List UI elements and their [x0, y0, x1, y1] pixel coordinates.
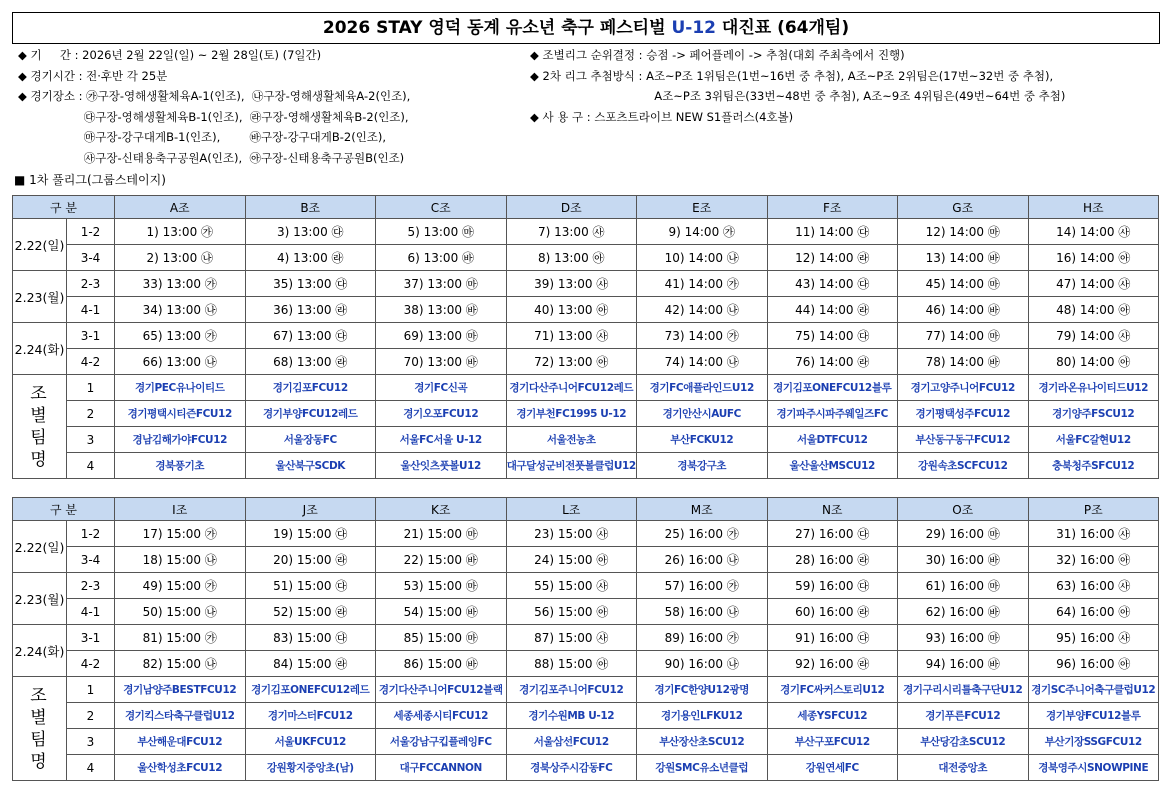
- match-cell: 85) 15:00 ㉲: [376, 625, 507, 651]
- team-name: 경기FC싸커스토리U12: [767, 677, 898, 703]
- match-cell: 67) 13:00 ㉰: [245, 323, 376, 349]
- match-cell: 32) 16:00 ㉵: [1028, 547, 1159, 573]
- match-cell: 8) 13:00 ㉵: [506, 245, 637, 271]
- match-cell: 34) 13:00 ㉯: [115, 297, 246, 323]
- match-cell: 52) 15:00 ㉱: [245, 599, 376, 625]
- match-cell: 6) 13:00 ㉳: [376, 245, 507, 271]
- match-cell: 35) 13:00 ㉰: [245, 271, 376, 297]
- team-name: 경기FC애플라인드U12: [637, 375, 768, 401]
- match-cell: 94) 16:00 ㉳: [898, 651, 1029, 677]
- match-cell: 61) 16:00 ㉲: [898, 573, 1029, 599]
- match-row: [13, 599, 1159, 625]
- team-name: 부산구포FCU12: [767, 729, 898, 755]
- match-row: [13, 349, 1159, 375]
- team-name: 부산기장SSGFCU12: [1028, 729, 1159, 755]
- group-header: H조: [1028, 196, 1159, 219]
- match-cell: 19) 15:00 ㉰: [245, 521, 376, 547]
- match-cell: 55) 15:00 ㉴: [506, 573, 637, 599]
- schedule-table-i-p: [12, 497, 1159, 781]
- team-name: 서울DTFCU12: [767, 427, 898, 453]
- match-cell: 50) 15:00 ㉯: [115, 599, 246, 625]
- team-name: 대전중앙초: [898, 755, 1029, 781]
- team-rank: 2: [67, 703, 115, 729]
- match-cell: 20) 15:00 ㉱: [245, 547, 376, 573]
- matchup-label: 4-2: [67, 651, 115, 677]
- header-gubun: 구 분: [13, 498, 115, 521]
- team-name: 경기김포ONEFCU12레드: [245, 677, 376, 703]
- team-name: 서울UKFCU12: [245, 729, 376, 755]
- group-header: D조: [506, 196, 637, 219]
- team-name: 경기평택시티즌FCU12: [115, 401, 246, 427]
- header-gubun: 구 분: [13, 196, 115, 219]
- team-name: 세종YSFCU12: [767, 703, 898, 729]
- team-name: 경기오포FCU12: [376, 401, 507, 427]
- match-row: [13, 651, 1159, 677]
- team-name: 강원속초SCFCU12: [898, 453, 1029, 479]
- match-row: [13, 271, 1159, 297]
- group-header: C조: [376, 196, 507, 219]
- team-name: 경기수원MB U-12: [506, 703, 637, 729]
- match-cell: 68) 13:00 ㉱: [245, 349, 376, 375]
- group-header: E조: [637, 196, 768, 219]
- match-row: [13, 521, 1159, 547]
- schedule-table-a-h: [12, 195, 1159, 479]
- match-cell: 87) 15:00 ㉴: [506, 625, 637, 651]
- match-cell: 18) 15:00 ㉯: [115, 547, 246, 573]
- match-cell: 22) 15:00 ㉳: [376, 547, 507, 573]
- match-cell: 39) 13:00 ㉴: [506, 271, 637, 297]
- match-cell: 31) 16:00 ㉴: [1028, 521, 1159, 547]
- team-name: 경기남양주BESTFCU12: [115, 677, 246, 703]
- team-name: 울산북구SCDK: [245, 453, 376, 479]
- team-rank: 4: [67, 755, 115, 781]
- group-header: G조: [898, 196, 1029, 219]
- match-row: [13, 245, 1159, 271]
- match-cell: 47) 14:00 ㉴: [1028, 271, 1159, 297]
- team-name: 경기파주시파주웨일즈FC: [767, 401, 898, 427]
- match-cell: 70) 13:00 ㉳: [376, 349, 507, 375]
- team-name: 울산잇츠풋볼U12: [376, 453, 507, 479]
- match-cell: 80) 14:00 ㉵: [1028, 349, 1159, 375]
- match-row: [13, 219, 1159, 245]
- team-rank: 1: [67, 677, 115, 703]
- match-cell: 86) 15:00 ㉳: [376, 651, 507, 677]
- match-cell: 65) 13:00 ㉮: [115, 323, 246, 349]
- matchup-label: 3-4: [67, 245, 115, 271]
- team-row: [13, 677, 1159, 703]
- matchup-label: 4-1: [67, 599, 115, 625]
- team-row: [13, 729, 1159, 755]
- team-name: 부산당감초SCU12: [898, 729, 1029, 755]
- group-team-names-label: 조 별 팀 명: [13, 677, 67, 781]
- team-name: 경기다산주니어FCU12레드: [506, 375, 637, 401]
- match-cell: 56) 15:00 ㉵: [506, 599, 637, 625]
- team-name: 경기양주FSCU12: [1028, 401, 1159, 427]
- team-rank: 3: [67, 729, 115, 755]
- team-name: 부산동구동구FCU12: [898, 427, 1029, 453]
- team-name: 경기안산시AUFC: [637, 401, 768, 427]
- match-cell: 66) 13:00 ㉯: [115, 349, 246, 375]
- match-cell: 72) 13:00 ㉵: [506, 349, 637, 375]
- team-name: 경북상주시감동FC: [506, 755, 637, 781]
- team-name: 강원연세FC: [767, 755, 898, 781]
- match-cell: 3) 13:00 ㉰: [245, 219, 376, 245]
- matchup-label: 1-2: [67, 219, 115, 245]
- title-team-count: 대진표 (64개팀): [715, 18, 850, 38]
- match-cell: 24) 15:00 ㉵: [506, 547, 637, 573]
- match-cell: 78) 14:00 ㉳: [898, 349, 1029, 375]
- match-cell: 83) 15:00 ㉰: [245, 625, 376, 651]
- team-row: [13, 427, 1159, 453]
- team-name: 경기김포주니어FCU12: [506, 677, 637, 703]
- team-name: 경기SC주니어축구클럽U12: [1028, 677, 1159, 703]
- match-row: [13, 323, 1159, 349]
- match-cell: 54) 15:00 ㉳: [376, 599, 507, 625]
- matchup-label: 3-4: [67, 547, 115, 573]
- group-header: O조: [898, 498, 1029, 521]
- match-cell: 91) 16:00 ㉰: [767, 625, 898, 651]
- page-title: [12, 12, 1160, 44]
- matchup-label: 2-3: [67, 573, 115, 599]
- match-cell: 69) 13:00 ㉲: [376, 323, 507, 349]
- matchup-label: 2-3: [67, 271, 115, 297]
- match-day: 2.22(일): [13, 219, 67, 271]
- team-name: 경남김해가야FCU12: [115, 427, 246, 453]
- match-row: [13, 625, 1159, 651]
- team-name: 경기라온유나이티드U12: [1028, 375, 1159, 401]
- match-cell: 73) 14:00 ㉮: [637, 323, 768, 349]
- match-cell: 23) 15:00 ㉴: [506, 521, 637, 547]
- match-cell: 33) 13:00 ㉮: [115, 271, 246, 297]
- matchup-label: 1-2: [67, 521, 115, 547]
- team-name: 울산울산MSCU12: [767, 453, 898, 479]
- match-cell: 63) 16:00 ㉴: [1028, 573, 1159, 599]
- group-header: I조: [115, 498, 246, 521]
- match-cell: 59) 16:00 ㉰: [767, 573, 898, 599]
- match-cell: 46) 14:00 ㉳: [898, 297, 1029, 323]
- team-name: 부산FCKU12: [637, 427, 768, 453]
- match-cell: 90) 16:00 ㉯: [637, 651, 768, 677]
- title-text: 2026 STAY 영덕 동계 유소년 축구 페스티벌: [322, 18, 672, 38]
- match-cell: 38) 13:00 ㉳: [376, 297, 507, 323]
- team-row: [13, 401, 1159, 427]
- tournament-info-right: ◆ 조별리그 순위결정 : 승점 -> 페어플레이 -> 추첨(대회 주최측에서 진행) ◆ 2차 리그 추첨방식 : A조~P조 1위팀은(1번~16번 중 추첨), A조~P조 2위팀은(17번~32번 중 추첨), A조~P조 3위팀은(33번~48번 중 추첨), A조~9조 4위팀은(49번~64번 중 추첨) ◆ 사 용 구 : 스포츠트라이브 NEW S1플러스(4호볼): [530, 48, 1066, 124]
- match-cell: 81) 15:00 ㉮: [115, 625, 246, 651]
- title-age-group: U-12: [671, 18, 716, 38]
- team-name: 경기구리시리틀축구단U12: [898, 677, 1029, 703]
- team-name: 경북풍기초: [115, 453, 246, 479]
- matchup-label: 4-1: [67, 297, 115, 323]
- match-cell: 12) 14:00 ㉱: [767, 245, 898, 271]
- group-team-names-label: 조 별 팀 명: [13, 375, 67, 479]
- team-name: 경기평택성주FCU12: [898, 401, 1029, 427]
- match-cell: 53) 15:00 ㉲: [376, 573, 507, 599]
- match-cell: 92) 16:00 ㉱: [767, 651, 898, 677]
- team-name: 세종세종시티FCU12: [376, 703, 507, 729]
- team-row: [13, 703, 1159, 729]
- match-cell: 44) 14:00 ㉱: [767, 297, 898, 323]
- match-cell: 79) 14:00 ㉴: [1028, 323, 1159, 349]
- matchup-label: 3-1: [67, 625, 115, 651]
- match-cell: 13) 14:00 ㉳: [898, 245, 1029, 271]
- team-name: 서울장동FC: [245, 427, 376, 453]
- match-cell: 27) 16:00 ㉰: [767, 521, 898, 547]
- match-cell: 14) 14:00 ㉴: [1028, 219, 1159, 245]
- match-cell: 4) 13:00 ㉱: [245, 245, 376, 271]
- group-header: B조: [245, 196, 376, 219]
- group-header: N조: [767, 498, 898, 521]
- group-header: P조: [1028, 498, 1159, 521]
- team-name: 경북영주시SNOWPINE: [1028, 755, 1159, 781]
- team-name: 경기FC한양U12광명: [637, 677, 768, 703]
- team-name: 경기FC신곡: [376, 375, 507, 401]
- group-header: F조: [767, 196, 898, 219]
- team-name: 부산장산초SCU12: [637, 729, 768, 755]
- team-name: 강원SMC유소년클럽: [637, 755, 768, 781]
- match-cell: 62) 16:00 ㉳: [898, 599, 1029, 625]
- match-cell: 48) 14:00 ㉵: [1028, 297, 1159, 323]
- team-rank: 4: [67, 453, 115, 479]
- team-row: [13, 375, 1159, 401]
- team-name: 서울삼선FCU12: [506, 729, 637, 755]
- group-header: A조: [115, 196, 246, 219]
- match-cell: 17) 15:00 ㉮: [115, 521, 246, 547]
- team-name: 울산학성초FCU12: [115, 755, 246, 781]
- team-name: 경북강구초: [637, 453, 768, 479]
- group-header: L조: [506, 498, 637, 521]
- match-cell: 29) 16:00 ㉲: [898, 521, 1029, 547]
- match-cell: 71) 13:00 ㉴: [506, 323, 637, 349]
- match-cell: 36) 13:00 ㉱: [245, 297, 376, 323]
- match-cell: 10) 14:00 ㉯: [637, 245, 768, 271]
- match-day: 2.24(화): [13, 323, 67, 375]
- match-cell: 9) 14:00 ㉮: [637, 219, 768, 245]
- match-cell: 30) 16:00 ㉳: [898, 547, 1029, 573]
- match-cell: 88) 15:00 ㉵: [506, 651, 637, 677]
- team-name: 경기용인LFKU12: [637, 703, 768, 729]
- match-cell: 77) 14:00 ㉲: [898, 323, 1029, 349]
- match-cell: 57) 16:00 ㉮: [637, 573, 768, 599]
- team-name: 경기PEC유나이티드: [115, 375, 246, 401]
- match-cell: 37) 13:00 ㉲: [376, 271, 507, 297]
- match-day: 2.22(일): [13, 521, 67, 573]
- team-name: 대구달성군비전풋볼클럽U12: [506, 453, 637, 479]
- matchup-label: 3-1: [67, 323, 115, 349]
- match-cell: 64) 16:00 ㉵: [1028, 599, 1159, 625]
- team-rank: 3: [67, 427, 115, 453]
- match-cell: 26) 16:00 ㉯: [637, 547, 768, 573]
- match-cell: 5) 13:00 ㉲: [376, 219, 507, 245]
- header-row: [13, 498, 1159, 521]
- match-cell: 11) 14:00 ㉰: [767, 219, 898, 245]
- team-name: 경기킥스타축구클럽U12: [115, 703, 246, 729]
- match-row: [13, 573, 1159, 599]
- team-name: 충북청주SFCU12: [1028, 453, 1159, 479]
- team-name: 경기김포ONEFCU12블루: [767, 375, 898, 401]
- team-name: 경기푸른FCU12: [898, 703, 1029, 729]
- team-rank: 1: [67, 375, 115, 401]
- match-day: 2.24(화): [13, 625, 67, 677]
- match-cell: 25) 16:00 ㉮: [637, 521, 768, 547]
- match-cell: 89) 16:00 ㉮: [637, 625, 768, 651]
- team-name: 서울FC서울 U-12: [376, 427, 507, 453]
- match-cell: 2) 13:00 ㉯: [115, 245, 246, 271]
- match-cell: 12) 14:00 ㉲: [898, 219, 1029, 245]
- team-name: 경기마스터FCU12: [245, 703, 376, 729]
- section-label: ■ 1차 풀리그(그룹스테이지): [14, 173, 166, 187]
- match-cell: 76) 14:00 ㉱: [767, 349, 898, 375]
- team-row: [13, 755, 1159, 781]
- match-cell: 95) 16:00 ㉴: [1028, 625, 1159, 651]
- match-cell: 16) 14:00 ㉵: [1028, 245, 1159, 271]
- team-name: 경기부천FC1995 U-12: [506, 401, 637, 427]
- group-header: M조: [637, 498, 768, 521]
- team-name: 서울전농초: [506, 427, 637, 453]
- match-cell: 60) 16:00 ㉱: [767, 599, 898, 625]
- match-cell: 1) 13:00 ㉮: [115, 219, 246, 245]
- match-cell: 45) 14:00 ㉲: [898, 271, 1029, 297]
- header-row: [13, 196, 1159, 219]
- match-cell: 75) 14:00 ㉰: [767, 323, 898, 349]
- match-cell: 84) 15:00 ㉱: [245, 651, 376, 677]
- match-row: [13, 297, 1159, 323]
- team-name: 부산해운대FCU12: [115, 729, 246, 755]
- team-name: 서울강남구킵플레잉FC: [376, 729, 507, 755]
- match-cell: 41) 14:00 ㉮: [637, 271, 768, 297]
- group-header: J조: [245, 498, 376, 521]
- match-cell: 58) 16:00 ㉯: [637, 599, 768, 625]
- match-cell: 51) 15:00 ㉰: [245, 573, 376, 599]
- match-cell: 93) 16:00 ㉲: [898, 625, 1029, 651]
- team-name: 경기김포FCU12: [245, 375, 376, 401]
- match-cell: 82) 15:00 ㉯: [115, 651, 246, 677]
- match-day: 2.23(월): [13, 271, 67, 323]
- team-name: 경기부양FCU12블루: [1028, 703, 1159, 729]
- match-cell: 42) 14:00 ㉯: [637, 297, 768, 323]
- match-cell: 49) 15:00 ㉮: [115, 573, 246, 599]
- tournament-info-left: ◆ 기 간 : 2026년 2월 22일(일) ~ 2월 28일(토) (7일간) ◆ 경기시간 : 전·후반 각 25분 ◆ 경기장소 : ㉮구장-영해생활체육A-1(인조), ㉯구장-영해생활체육A-2(인조), ㉰구장-영해생활체육B-1(인조), ㉱구장-영해생활체육B-2(인조), ㉲구장-강구대게B-1(인조), ㉳구장-강구대게B-2(인조), ㉴구장-신태용축구공원A(인조), ㉵구장-신태용축구공원B(인조): [18, 48, 411, 165]
- team-name: 경기고양주니어FCU12: [898, 375, 1029, 401]
- team-name: 강원황지중앙초(남): [245, 755, 376, 781]
- match-cell: 40) 13:00 ㉵: [506, 297, 637, 323]
- match-cell: 74) 14:00 ㉯: [637, 349, 768, 375]
- team-name: 대구FCCANNON: [376, 755, 507, 781]
- team-row: [13, 453, 1159, 479]
- match-cell: 21) 15:00 ㉲: [376, 521, 507, 547]
- group-header: K조: [376, 498, 507, 521]
- team-name: 서울FC갈현U12: [1028, 427, 1159, 453]
- match-cell: 7) 13:00 ㉴: [506, 219, 637, 245]
- team-name: 경기부양FCU12레드: [245, 401, 376, 427]
- matchup-label: 4-2: [67, 349, 115, 375]
- match-cell: 28) 16:00 ㉱: [767, 547, 898, 573]
- team-name: 경기다산주니어FCU12블랙: [376, 677, 507, 703]
- match-cell: 43) 14:00 ㉰: [767, 271, 898, 297]
- match-cell: 96) 16:00 ㉵: [1028, 651, 1159, 677]
- team-rank: 2: [67, 401, 115, 427]
- match-row: [13, 547, 1159, 573]
- match-day: 2.23(월): [13, 573, 67, 625]
